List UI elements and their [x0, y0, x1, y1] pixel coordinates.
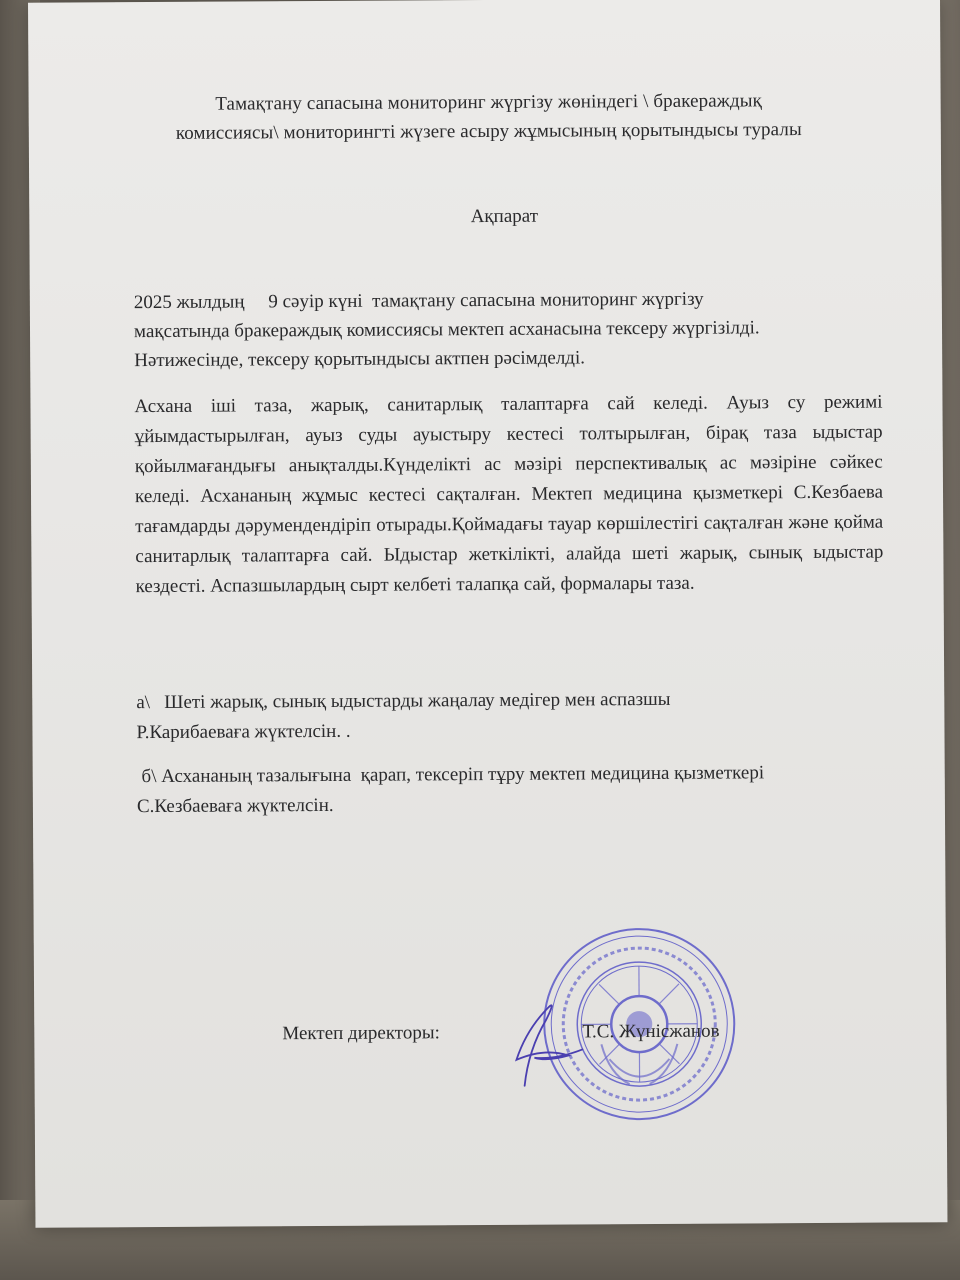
intro-line-2: мақсатында бракераждық комиссиясы мектеп асханасына тексеру жүргізілді. — [133, 317, 760, 343]
intro-line-1: 2025 жылдың 9 сәуір күні тамақтану сапасына мониторинг жүргізу — [133, 288, 704, 314]
document-title — [89, 86, 889, 149]
signature-label: Мектеп директоры: — [282, 1022, 440, 1045]
decision-item-b — [137, 757, 907, 822]
signature-name: Т.С. Жүнісжанов — [582, 1020, 720, 1043]
document-page — [28, 0, 947, 1228]
decision-item-b-line-1: б\ Асхананың тазалығына қарап, тексеріп тұру мектеп медицина қызметкері — [136, 762, 765, 788]
document-title-line-1: Тамақтану сапасына мониторинг жүргізу жөніндегі \ бракераждық — [215, 90, 763, 115]
intro-paragraph — [134, 284, 895, 376]
decision-item-a-line-2: Р.Карибаеваға жүктелсін. . — [136, 720, 351, 744]
document-heading: Ақпарат — [470, 205, 539, 228]
decision-item-b-line-2: С.Кезбаеваға жүктелсін. — [136, 794, 334, 818]
document-title-line-2: комиссиясы\ мониторингті жүзеге асыру жұмысының қорытындысы туралы — [175, 119, 802, 144]
decision-item-a-line-1: а\ Шеті жарық, сынық ыдыстарды жаңалау медігер мен аспазшы — [136, 688, 671, 714]
decision-item-a — [136, 683, 896, 748]
intro-line-3: Нәтижесінде, тексеру қорытындысы актпен рәсімделді. — [134, 347, 586, 372]
findings-paragraph: Асхана іші таза, жарық, санитарлық талаптарға сай келеді. Ауыз су режимі ұйымдастырылған, ауыз суды ауыстыру кестесі толтырылған, бірақ таза ыдыстар қойылмағандығы анықталды.Күнделікті ас мәзірі перспективалық ас мәзіріне сәйкес келеді. Асхананың жұмыс кестесі сақталған. Мектеп медицина қызметкері С.Кезбаева тағамдарды дәрумендендіріп отырады.Қоймадағы тауар көршілестігі сақталған және қойма санитарлық талаптарға сай. Ыдыстар жеткілікті, алайда шеті жарық, сынық ыдыстар кездесті. Аспазшылардың сырт келбеті талапқа сай, формалары таза. — [134, 391, 884, 598]
